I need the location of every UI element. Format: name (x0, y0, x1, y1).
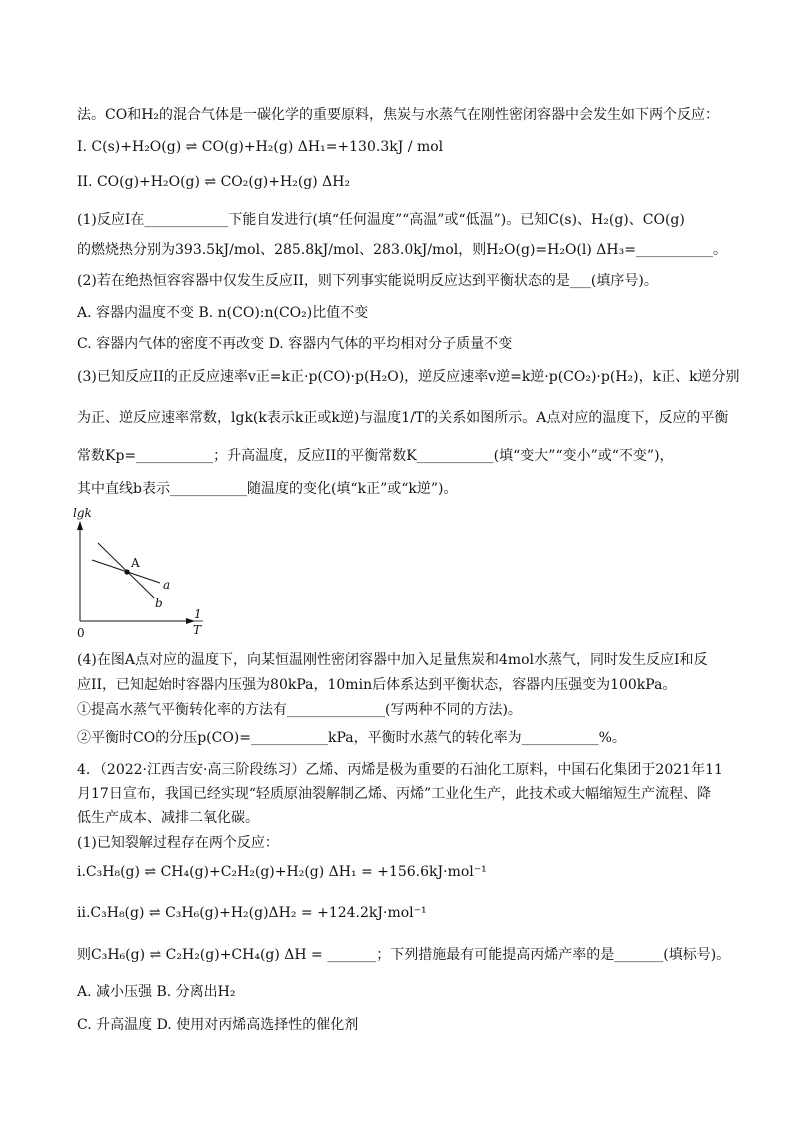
q4-line-1: (4)在图A点对应的温度下，向某恒温刚性密闭容器中加入足量焦炭和4mol水蒸气，同时发生反应I和反 (77, 652, 708, 668)
y-axis-label: lgk (73, 506, 92, 520)
p4-options-ab: A. 减小压强 B. 分离出H₂ (77, 984, 236, 1000)
p4-reaction-1: ⅰ.C₃H₈(g) ⇌ CH₄(g)+C₂H₂(g)+H₂(g) ΔH₁ = +156.6kJ·mol⁻¹ (77, 864, 487, 880)
q2-options-cd: C. 容器内气体的密度不再改变 D. 容器内气体的平均相对分子质量不变 (77, 336, 513, 352)
point-a (124, 569, 129, 574)
p4-q1-line: (1)已知裂解过程存在两个反应： (77, 835, 279, 851)
q3-line-1: (3)已知反应II的正反应速率v正=k正·p(CO)·p(H₂O)，逆反应速率v逆=k逆·p(CO₂)·p(H₂)，k正、k逆分别 (77, 369, 740, 385)
text-line-1: 法。CO和H₂的混合气体是一碳化学的重要原料，焦炭与水蒸气在刚性密闭容器中会发生如下两个反应： (77, 107, 720, 123)
x-axis-label-numerator: 1 (194, 607, 202, 621)
reaction-1: I. C(s)+H₂O(g) ⇌ CO(g)+H₂(g) ΔH₁=+130.3kJ / mol (77, 139, 444, 155)
x-axis-label-denominator: T (193, 623, 202, 637)
point-a-label: A (131, 556, 140, 570)
y-axis-arrow (77, 521, 83, 530)
line-b-label: b (155, 596, 163, 610)
q4-sub-1: ①提高水蒸气平衡转化率的方法有______________(写两种不同的方法)。 (77, 702, 522, 718)
origin-label: 0 (77, 626, 85, 640)
q1-line-1: (1)反应I在____________下能自发进行(填“任何温度”“高温”或“低温”)。已知C(s)、H₂(g)、CO(g) (77, 212, 685, 228)
problem-4-line-2: 月17日宣布，我国已经实现“轻质原油裂解制乙烯、丙烯”工业化生产，此技术或大幅缩短生产流程、降 (77, 786, 712, 802)
q4-sub-2: ②平衡时CO的分压p(CO)=___________kPa，平衡时水蒸气的转化率为___________%。 (77, 730, 626, 746)
q2-options-ab: A. 容器内温度不变 B. n(CO):n(CO₂)比值不变 (77, 305, 369, 321)
p4-q1-ask: 则C₃H₆(g) ⇌ C₂H₂(g)+CH₄(g) ΔH = _______；下列措施最有可能提高丙烯产率的是_______(填标号)。 (77, 947, 731, 963)
lgk-vs-inverse-t-figure (70, 503, 220, 643)
line-a-label: a (163, 578, 171, 592)
q4-line-2: 应II，已知起始时容器内压强为80kPa，10min后体系达到平衡状态，容器内压强变为100kPa。 (77, 677, 677, 693)
q1-line-2: 的燃烧热分别为393.5kJ/mol、285.8kJ/mol、283.0kJ/mol，则H₂O(g)=H₂O(l) ΔH₃=___________。 (77, 242, 727, 258)
q3-line-2: 为正、逆反应速率常数，lgk(k表示k正或k逆)与温度1/T的关系如图所示。A点对应的温度下，反应的平衡 (77, 410, 729, 426)
p4-reaction-2: ⅱ.C₃H₈(g) ⇌ C₃H₆(g)+H₂(g)ΔH₂ = +124.2kJ·mol⁻¹ (77, 905, 427, 921)
q2-line: (2)若在绝热恒容容器中仅发生反应II，则下列事实能说明反应达到平衡状态的是___(填序号)。 (77, 273, 658, 289)
p4-options-cd: C. 升高温度 D. 使用对丙烯高选择性的催化剂 (77, 1017, 359, 1033)
q3-line-4: 其中直线b表示___________随温度的变化(填“k正”或“k逆”)。 (77, 481, 458, 497)
problem-4-line-3: 低生产成本、减排二氧化碳。 (77, 810, 259, 826)
q3-line-3: 常数Kp=___________；升高温度，反应II的平衡常数K___________(填“变大”“变小”或“不变”)， (77, 448, 674, 464)
problem-4-line-1: 4．（2022·江西吉安·高三阶段练习）乙烯、丙烯是极为重要的石油化工原料，中国石化集团于2021年11 (77, 762, 723, 778)
reaction-2: II. CO(g)+H₂O(g) ⇌ CO₂(g)+H₂(g) ΔH₂ (77, 174, 351, 190)
